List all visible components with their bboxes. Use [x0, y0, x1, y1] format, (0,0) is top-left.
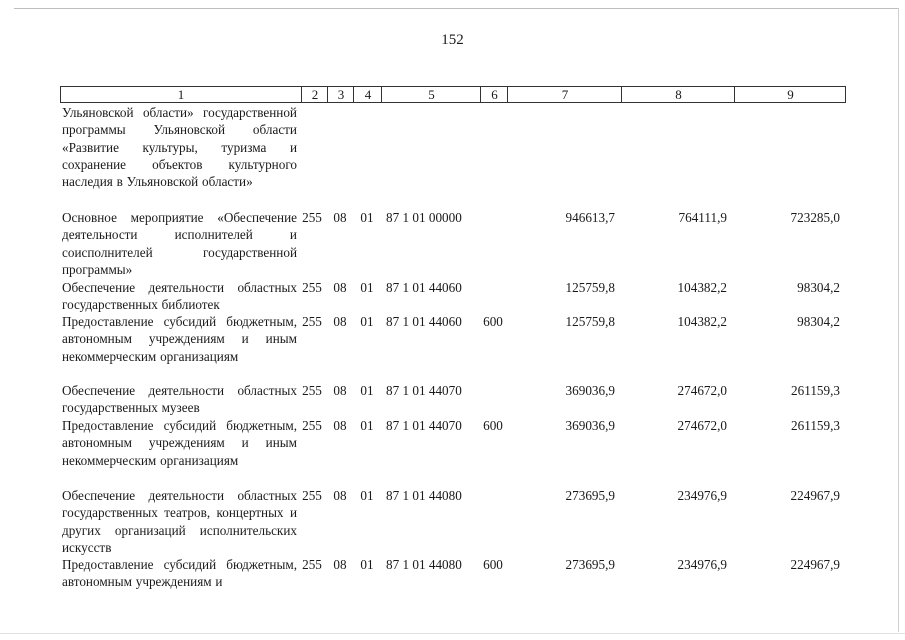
cell-col-9: 261159,3 — [791, 383, 840, 398]
cell-col-4: 01 — [360, 314, 374, 329]
cell-col-4: 01 — [360, 488, 374, 503]
cell-col-9: 98304,2 — [797, 314, 840, 329]
table-header-row — [60, 86, 846, 103]
row-description: Предоставление субсидий бюджетным, автономным учреждениям и иным некоммерческим организациям — [62, 314, 297, 364]
header-col-1: 1 — [177, 87, 185, 102]
cell-col-7: 946613,7 — [565, 210, 615, 225]
cell-col-2: 255 — [302, 280, 322, 295]
cell-col-2: 255 — [302, 488, 322, 503]
header-col-4: 4 — [353, 87, 382, 102]
scan-edge-top — [14, 8, 899, 9]
cell-col-8: 234976,9 — [677, 488, 727, 503]
cell-col-8: 234976,9 — [677, 557, 727, 572]
cell-col-6: 600 — [483, 314, 503, 329]
cell-col-7: 369036,9 — [565, 418, 615, 433]
cell-col-9: 723285,0 — [790, 210, 840, 225]
cell-col-2: 255 — [302, 418, 322, 433]
cell-col-9: 224967,9 — [790, 488, 840, 503]
row-description: Обеспечение деятельности областных государственных музеев — [62, 383, 297, 416]
cell-col-7: 125759,8 — [565, 280, 615, 295]
row-description: Предоставление субсидий бюджетным, автономным учреждениям и — [62, 557, 297, 590]
scan-edge-right — [898, 8, 899, 632]
row-description: Обеспечение деятельности областных государственных театров, концертных и других организаций исполнительских искусств — [62, 488, 297, 555]
header-col-3: 3 — [327, 87, 354, 102]
cell-col-8: 764111,9 — [678, 210, 727, 225]
cell-col-2: 255 — [302, 383, 322, 398]
cell-col-5: 87 1 01 44060 — [386, 314, 462, 329]
cell-col-5: 87 1 01 44060 — [386, 280, 462, 295]
cell-col-9: 224967,9 — [790, 557, 840, 572]
cell-col-2: 255 — [302, 557, 322, 572]
row-description: Основное мероприятие «Обеспечение деятельности исполнителей и соисполнителей государственной программы» — [62, 210, 297, 277]
cell-col-7: 273695,9 — [565, 488, 615, 503]
row-description: Ульяновской области» государственной программы Ульяновской области «Развитие культуры, туризма и сохранение объектов культурного наследия в Ульяновской области» — [62, 105, 297, 190]
cell-col-6: 600 — [483, 557, 503, 572]
cell-col-9: 261159,3 — [791, 418, 840, 433]
cell-col-3: 08 — [333, 280, 347, 295]
cell-col-3: 08 — [333, 314, 347, 329]
cell-col-5: 87 1 01 44070 — [386, 383, 462, 398]
cell-col-8: 104382,2 — [677, 280, 727, 295]
cell-col-5: 87 1 01 44080 — [386, 488, 462, 503]
cell-col-6: 600 — [483, 418, 503, 433]
header-col-6: 6 — [480, 87, 508, 102]
cell-col-2: 255 — [302, 210, 322, 225]
cell-col-4: 01 — [360, 210, 374, 225]
cell-col-4: 01 — [360, 557, 374, 572]
cell-col-8: 274672,0 — [677, 383, 727, 398]
cell-col-2: 255 — [302, 314, 322, 329]
cell-col-4: 01 — [360, 383, 374, 398]
header-col-7: 7 — [507, 87, 622, 102]
cell-col-3: 08 — [333, 210, 347, 225]
cell-col-3: 08 — [333, 557, 347, 572]
row-description: Обеспечение деятельности областных государственных библиотек — [62, 280, 297, 313]
cell-col-3: 08 — [333, 383, 347, 398]
cell-col-4: 01 — [360, 418, 374, 433]
cell-col-5: 87 1 01 44080 — [386, 557, 462, 572]
cell-col-9: 98304,2 — [797, 280, 840, 295]
cell-col-7: 273695,9 — [565, 557, 615, 572]
scan-edge-bottom — [0, 633, 905, 634]
header-col-5: 5 — [381, 87, 481, 102]
header-col-8: 8 — [621, 87, 735, 102]
cell-col-8: 274672,0 — [677, 418, 727, 433]
page-number: 152 — [441, 32, 464, 48]
cell-col-4: 01 — [360, 280, 374, 295]
cell-col-3: 08 — [333, 488, 347, 503]
cell-col-7: 369036,9 — [565, 383, 615, 398]
header-col-9: 9 — [734, 87, 846, 102]
row-description: Предоставление субсидий бюджетным, автономным учреждениям и иным некоммерческим организациям — [62, 418, 297, 468]
cell-col-3: 08 — [333, 418, 347, 433]
cell-col-5: 87 1 01 00000 — [386, 210, 462, 225]
header-col-2: 2 — [301, 87, 328, 102]
cell-col-8: 104382,2 — [677, 314, 727, 329]
cell-col-7: 125759,8 — [565, 314, 615, 329]
cell-col-5: 87 1 01 44070 — [386, 418, 462, 433]
